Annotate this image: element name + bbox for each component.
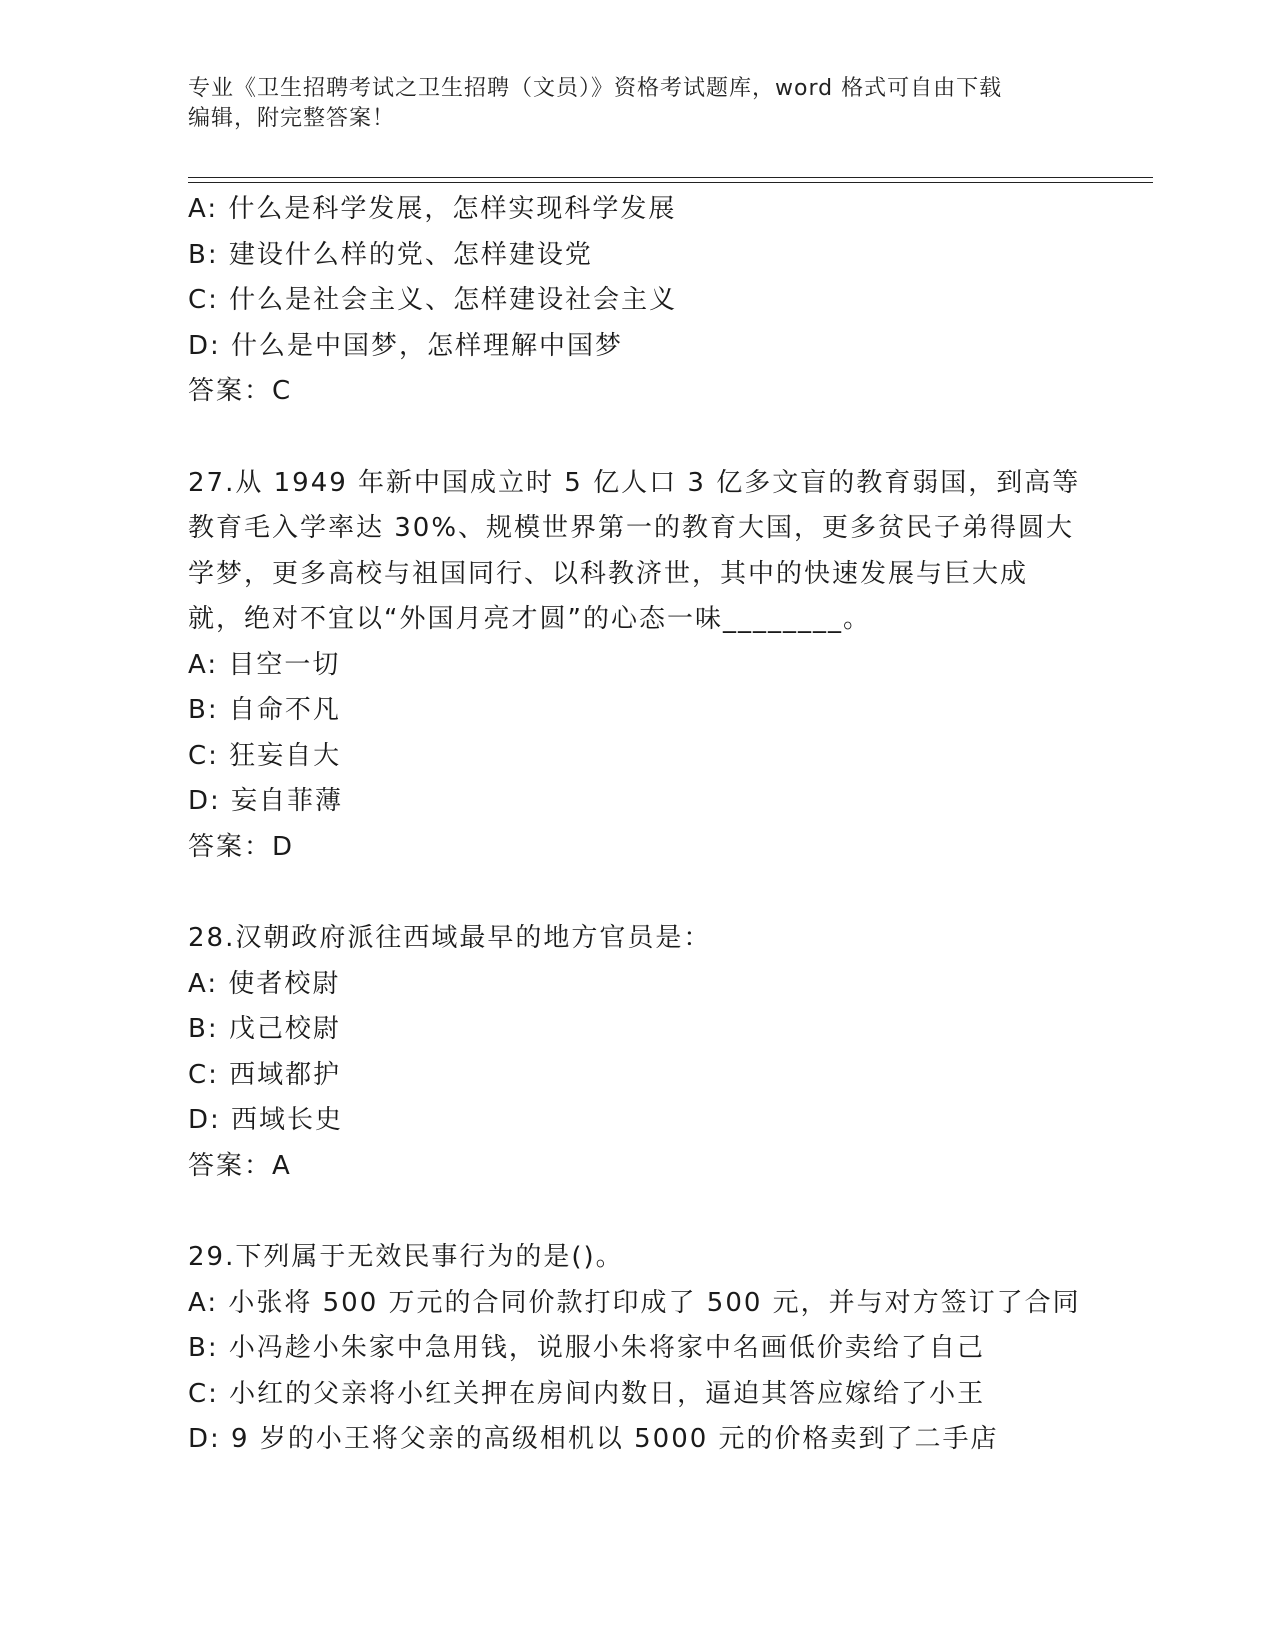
- question-line: 29.下列属于无效民事行为的是()。: [188, 1242, 624, 1272]
- option-d: D: 西域长史: [188, 1105, 344, 1135]
- option-c: C: 小红的父亲将小红关押在房间内数日，逼迫其答应嫁给了小王: [188, 1378, 986, 1409]
- question-content: [188, 187, 1088, 1463]
- option-a: A: 什么是科学发展，怎样实现科学发展: [188, 194, 677, 224]
- option-d: D: 什么是中国梦，怎样理解中国梦: [188, 330, 624, 361]
- question-line: 教育毛入学率达 30%、规模世界第一的教育大国，更多贫民子弟得圆大: [188, 513, 1075, 543]
- document-header: [188, 74, 1068, 134]
- question-line: 就，绝对不宜以“外国月亮才圆”的心态一味________。: [188, 604, 871, 634]
- option-a: A: 目空一切: [188, 649, 341, 680]
- question-line: 学梦，更多高校与祖国同行、以科教济世，其中的快速发展与巨大成: [188, 558, 1029, 589]
- option-c: C: 狂妄自大: [188, 740, 342, 771]
- option-d: D: 妄自菲薄: [188, 786, 344, 816]
- spacer: [188, 415, 1088, 461]
- question-27-text: [188, 461, 1088, 643]
- question-27-answer: 答案：D: [188, 831, 295, 862]
- header-line-2: 编辑，附完整答案！: [188, 106, 396, 131]
- question-28-answer: 答案：A: [188, 1150, 292, 1181]
- header-rule-top: [188, 177, 1153, 178]
- header-rule-bottom: [188, 182, 1153, 183]
- question-29-options: [188, 1281, 1088, 1463]
- question-28-text: [188, 916, 1088, 962]
- option-b: B: 戊己校尉: [188, 1014, 341, 1044]
- option-c: C: 什么是社会主义、怎样建设社会主义: [188, 285, 678, 315]
- header-line-1: 专业《卫生招聘考试之卫生招聘（文员）》资格考试题库，word 格式可自由下载: [188, 76, 1003, 101]
- spacer: [188, 1189, 1088, 1235]
- option-b: B: 小冯趁小朱家中急用钱，说服小朱将家中名画低价卖给了自己: [188, 1333, 985, 1363]
- question-line: 27.从 1949 年新中国成立时 5 亿人口 3 亿多文盲的教育弱国，到高等: [188, 467, 1081, 498]
- option-b: B: 建设什么样的党、怎样建设党: [188, 239, 593, 270]
- question-29-text: [188, 1235, 1088, 1281]
- question-26-answer: 答案：C: [188, 376, 293, 406]
- question-27-options: [188, 643, 1088, 825]
- option-a: A: 小张将 500 万元的合同价款打印成了 500 元，并与对方签订了合同: [188, 1287, 1081, 1318]
- option-a: A: 使者校尉: [188, 968, 341, 999]
- question-26-options: [188, 187, 1088, 369]
- option-b: B: 自命不凡: [188, 695, 341, 725]
- spacer: [188, 870, 1088, 916]
- option-d: D: 9 岁的小王将父亲的高级相机以 5000 元的价格卖到了二手店: [188, 1424, 999, 1454]
- question-28-options: [188, 962, 1088, 1144]
- question-line: 28.汉朝政府派往西域最早的地方官员是：: [188, 923, 712, 953]
- option-c: C: 西域都护: [188, 1059, 342, 1090]
